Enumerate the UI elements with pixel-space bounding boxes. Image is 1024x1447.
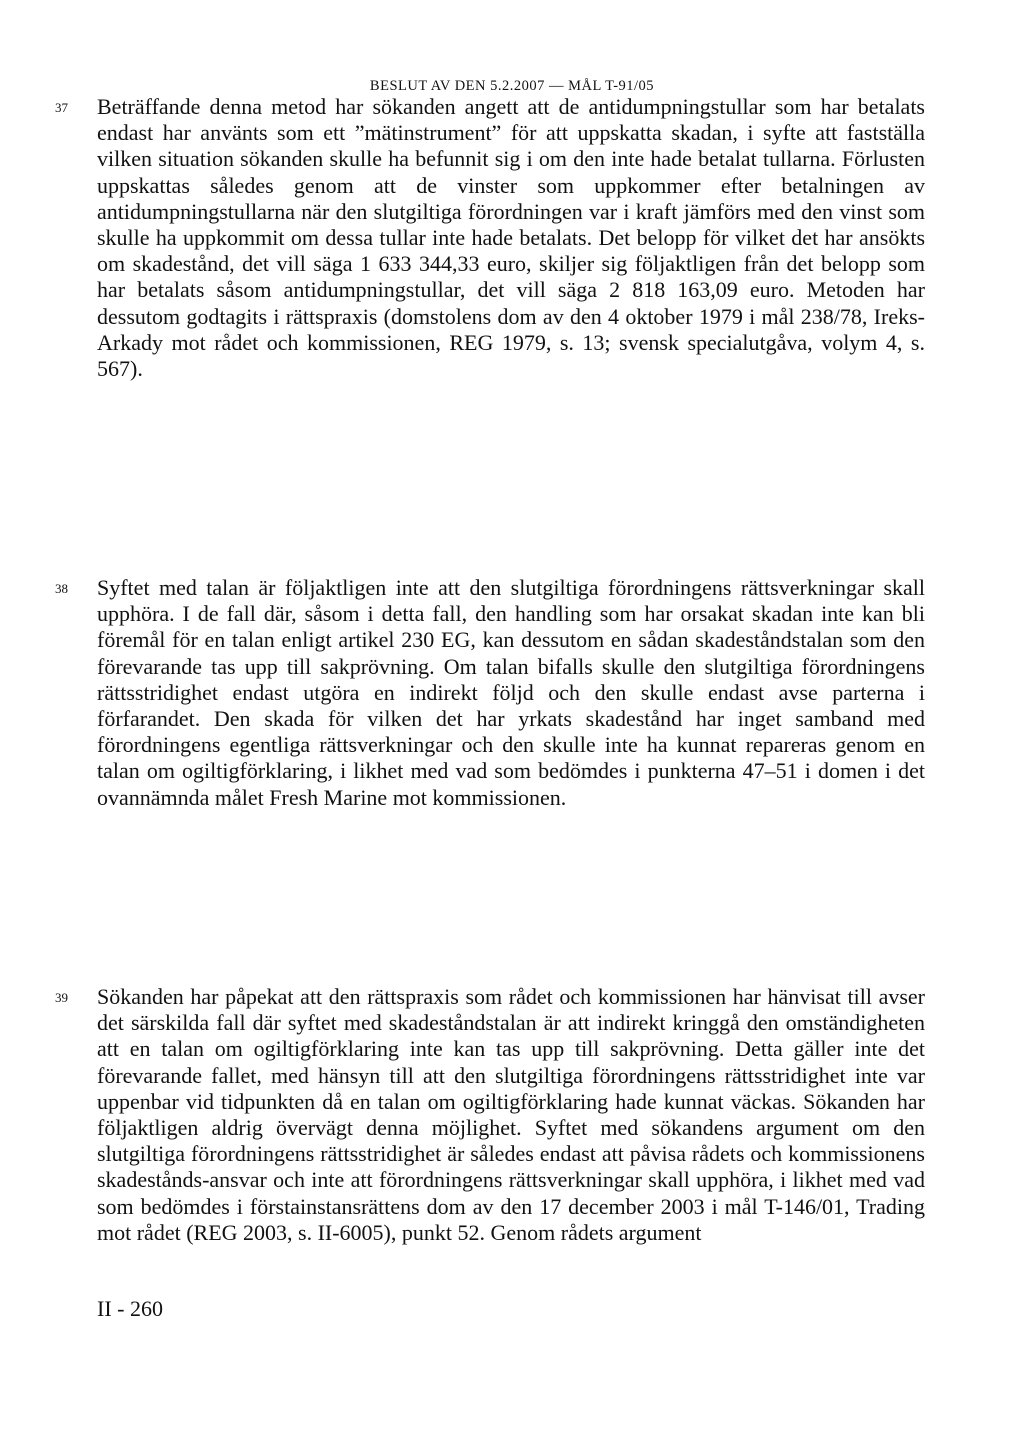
paragraph-number: 38	[55, 581, 68, 596]
paragraph-38: Syftet med talan är följaktligen inte att den slutgiltiga förordningens rättsverkningar skall upphöra. I de fall där, såsom i detta fall, den handling som har orsakat skadan inte kan bli föremål för en talan enligt artikel 230 EG, kan dessutom en sådan skadeståndstalan som den förevarande tas upp till sakprövning. Om talan bifalls skulle den slutgiltiga förordningens rättsstridighet endast utgöra en indirekt följd och den skulle endast avse parterna i förfarandet. Den skada för vilken det har yrkats skadestånd har inget samband med förordningens egentliga rättsverkningar och den skulle inte ha kunnat repareras genom en talan om ogiltigförklaring, i likhet med vad som bedömdes i punkterna 47–51 i domen i det ovannämnda målet Fresh Marine mot kommissionen.	[97, 575, 925, 810]
paragraph-number: 39	[55, 990, 68, 1005]
paragraph-37: Beträffande denna metod har sökanden angett att de antidumpningstullar som har betalats endast har använts som ett ”mätinstrument” för att uppskatta skadan, i syfte att fastställa vilken situation sökanden skulle ha befunnit sig i om den inte hade betalat tullarna. Förlusten uppskattas således genom att de vinster som uppkommer efter betalningen av antidumpningstullarna när den slutgiltiga förordningen var i kraft jämförs med den vinst som skulle ha uppkommit om dessa tullar inte hade betalats. Det belopp för vilket det har ansökts om skadestånd, det vill säga 1 633 344,33 euro, skiljer sig följaktligen från det belopp som har betalats såsom antidumpningstullar, det vill säga 2 818 163,09 euro. Metoden har dessutom godtagits i rättspraxis (domstolens dom av den 4 oktober 1979 i mål 238/78, Ireks-Arkady mot rådet och kommissionen, REG 1979, s. 13; svensk specialutgåva, volym 4, s. 567).	[97, 94, 925, 382]
paragraph-number: 37	[55, 100, 68, 115]
page-number: II - 260	[97, 1296, 163, 1321]
paragraph-39: Sökanden har påpekat att den rättspraxis som rådet och kommissionen har hänvisat till avser det särskilda fall där syftet med skadeståndstalan är att indirekt kringgå den omständigheten att en talan om ogiltigförklaring inte kan tas upp till sakprövning. Detta gäller inte det förevarande fallet, med hänsyn till att den slutgiltiga förordningens rättsstridighet inte var uppenbar vid tidpunkten då en talan om ogiltigförklaring hade kunnat väckas. Sökanden har följaktligen aldrig övervägt denna möjlighet. Syftet med sökandens argument om den slutgiltiga förordningens rättsstridighet är således endast att påvisa rådets och kommissionens skadestånds-ansvar och inte att förordningens rättsverkningar skall upphöra, i likhet med vad som bedömdes i förstainstansrättens dom av den 17 december 2003 i mål T-146/01, Trading mot rådet (REG 2003, s. II-6005), punkt 52. Genom rådets argument	[97, 984, 925, 1245]
running-header: BESLUT AV DEN 5.2.2007 — MÅL T-91/05	[369, 78, 655, 94]
